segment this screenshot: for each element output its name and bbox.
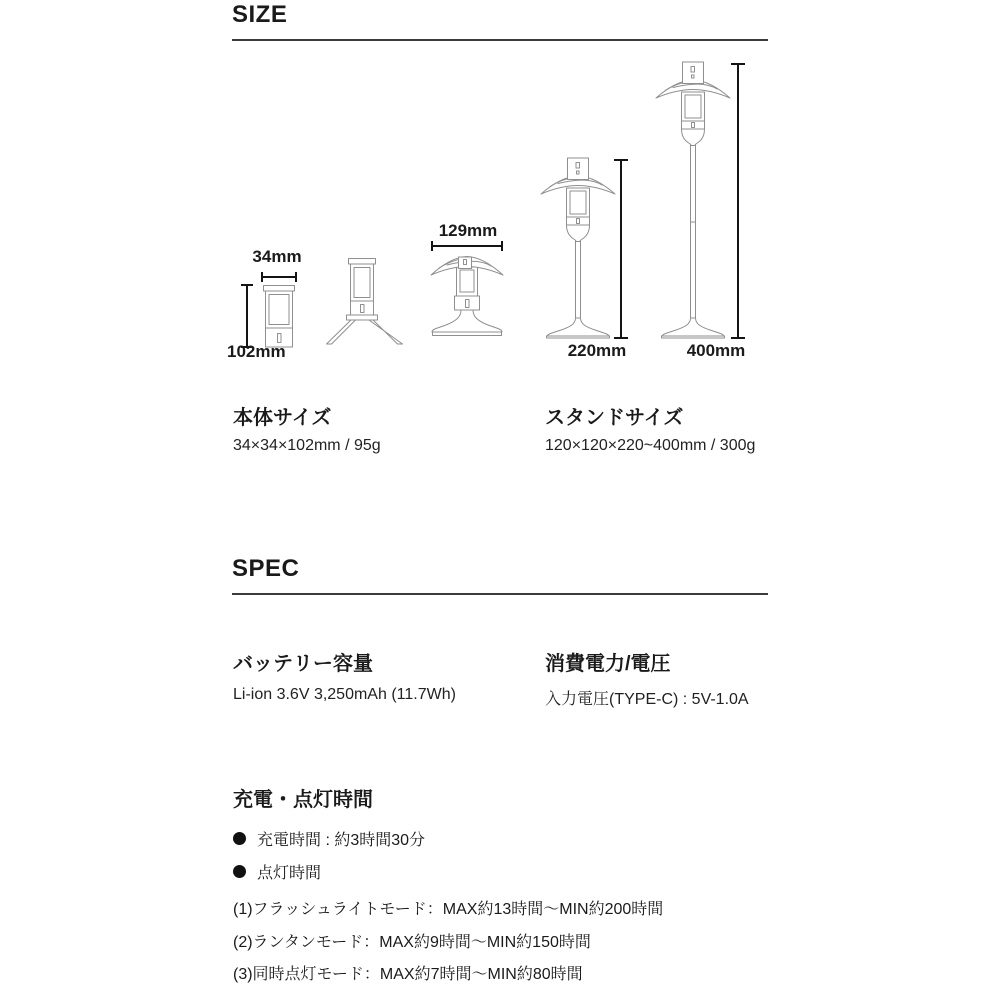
figure-stand-tall (656, 62, 745, 338)
charge-time-title: 充電・点灯時間 (233, 789, 373, 811)
dimension-label-stand-max: 400mm (686, 341, 746, 360)
figure-stand-short (541, 158, 628, 338)
charge-time-row (233, 827, 425, 850)
lighting-time-row (233, 860, 321, 883)
bullet-icon (233, 832, 246, 845)
figure-lantern-body (241, 272, 296, 347)
charge-time-text: 充電時間 : 約3時間30分 (257, 832, 426, 849)
dimension-label-body-height: 102mm (227, 342, 286, 361)
body-size-title: 本体サイズ (233, 407, 332, 429)
dimension-label-stand-min: 220mm (567, 341, 627, 360)
size-diagram-sketch (225, 55, 770, 365)
power-title: 消費電力/電圧 (545, 653, 671, 675)
power-value: 入力電圧(TYPE-C) : 5V-1.0A (545, 691, 749, 708)
mode-flashlight: (1)フラッシュライトモード：MAX約13時間～MIN約200時間 (233, 901, 664, 918)
battery-title: バッテリー容量 (233, 653, 373, 675)
stand-size-value: 120×120×220~400mm / 300g (545, 437, 756, 454)
dimension-label-shade-width: 129mm (438, 221, 498, 240)
stand-size-title: スタンドサイズ (545, 407, 684, 429)
mode-simultaneous: (3)同時点灯モード：MAX約7時間～MIN約80時間 (233, 966, 583, 983)
body-size-value: 34×34×102mm / 95g (233, 437, 381, 454)
size-section-divider (232, 39, 768, 41)
bullet-icon (233, 865, 246, 878)
battery-value: Li-ion 3.6V 3,250mAh (11.7Wh) (233, 686, 456, 703)
lighting-time-text: 点灯時間 (257, 865, 322, 882)
size-section-heading: SIZE (232, 1, 288, 28)
figure-lantern-tripod (327, 259, 403, 345)
figure-lantern-shade-base (431, 241, 503, 336)
mode-lantern: (2)ランタンモード：MAX約9時間～MIN約150時間 (233, 934, 591, 951)
dimension-label-body-width: 34mm (252, 247, 302, 266)
spec-section-divider (232, 593, 768, 595)
spec-section-heading: SPEC (232, 555, 300, 582)
